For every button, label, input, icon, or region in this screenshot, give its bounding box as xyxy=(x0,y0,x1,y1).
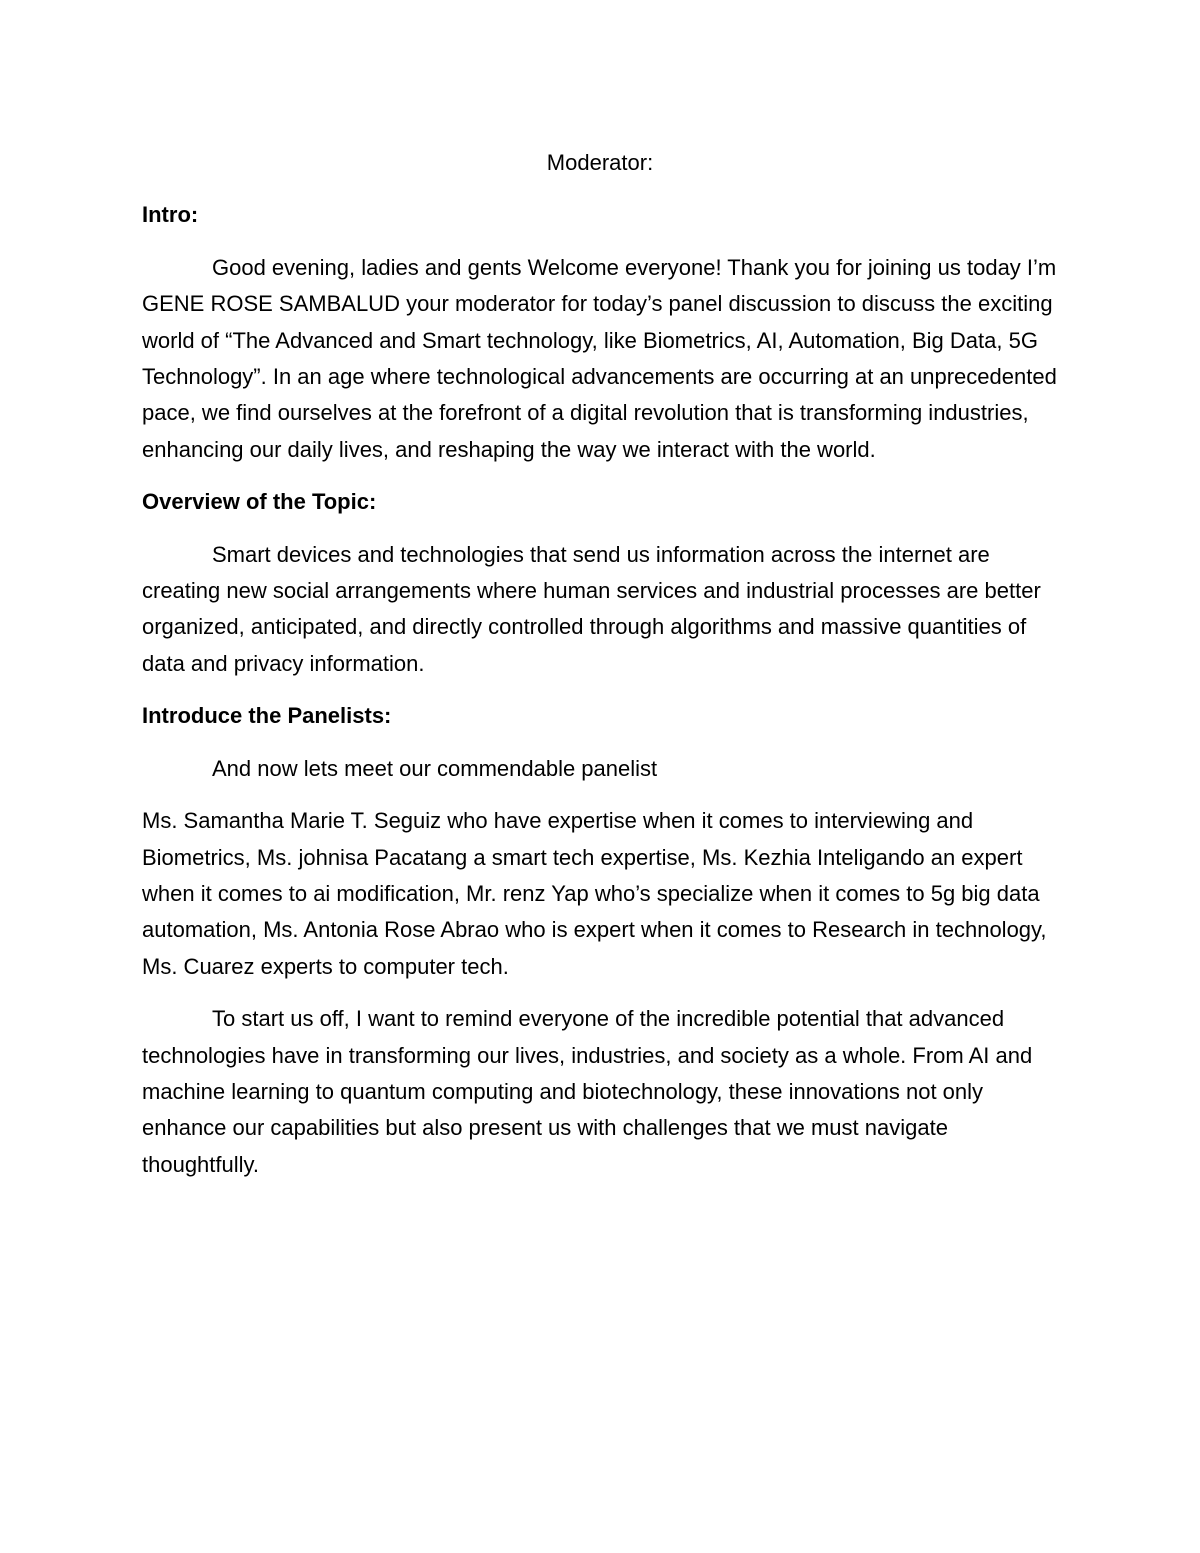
panelists-heading: Introduce the Panelists: xyxy=(142,703,392,729)
intro-heading: Intro: xyxy=(142,202,199,228)
overview-heading: Overview of the Topic: xyxy=(142,489,377,515)
overview-paragraph: Smart devices and technologies that send us information across the internet are creating new social arrangements where human services and industrial processes are better organized, anticipated, and directly controlled through algorithms and massive quantities of data and privacy information. xyxy=(142,541,1041,676)
document-page xyxy=(142,145,1058,1199)
closing-paragraph: To start us off, I want to remind everyone of the incredible potential that advanced technologies have in transforming our lives, industries, and society as a whole. From AI and machine learning to quantum computing and biotechnology, these innovations not only enhance our capabilities but also present us with challenges that we must navigate thoughtfully. xyxy=(142,1006,1033,1177)
intro-paragraph: Good evening, ladies and gents Welcome everyone! Thank you for joining us today I’m GENE ROSE SAMBALUD your moderator for today’s panel discussion to discuss the exciting world of “The Advanced and Smart technology, like Biometrics, AI, Automation, Big Data, 5G Technology”. In an age where technological advancements are occurring at an unprecedented pace, we find ourselves at the forefront of a digital revolution that is transforming industries, enhancing our daily lives, and reshaping the way we interact with the world. xyxy=(142,254,1057,462)
panelists-paragraph: Ms. Samantha Marie T. Seguiz who have expertise when it comes to interviewing and Biometrics, Ms. johnisa Pacatang a smart tech expertise, Ms. Kezhia Inteligando an expert when it comes to ai modification, Mr. renz Yap who’s specialize when it comes to 5g big data automation, Ms. Antonia Rose Abrao who is expert when it comes to Research in technology, Ms. Cuarez experts to computer tech. xyxy=(142,808,1047,979)
panelists-lead: And now lets meet our commendable panelist xyxy=(212,755,658,781)
document-title: Moderator: xyxy=(546,150,654,175)
